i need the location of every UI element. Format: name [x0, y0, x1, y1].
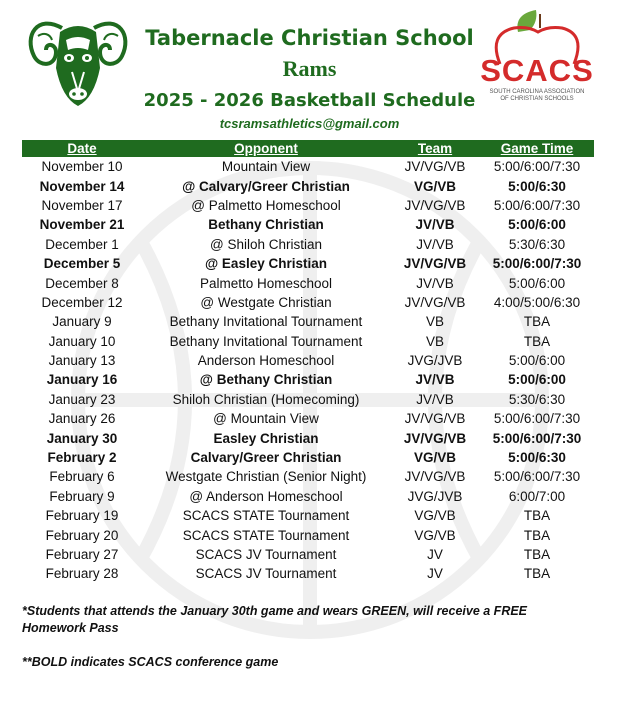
- row-team: VG/VB: [413, 450, 456, 466]
- table-row: [22, 196, 594, 215]
- row-opponent: Westgate Christian (Senior Night): [165, 469, 367, 485]
- table-row: [22, 293, 594, 312]
- row-game-time: 5:00/6:00: [508, 372, 566, 388]
- row-game-time: 5:00/6:00/7:30: [492, 256, 582, 272]
- row-game-time: TBA: [523, 527, 551, 543]
- row-team: JV/VB: [416, 275, 454, 291]
- row-game-time: 5:00/6:30: [508, 450, 566, 466]
- row-team: JVG/JVB: [407, 353, 463, 369]
- school-name: Tabernacle Christian School: [145, 26, 474, 50]
- row-game-time: 5:00/6:00/7:30: [493, 197, 581, 213]
- table-row: [22, 564, 594, 583]
- row-team: JV/VG/VB: [403, 430, 467, 446]
- row-date: February 2: [47, 450, 117, 466]
- row-team: JV/VG/VB: [404, 197, 466, 213]
- row-date: February 19: [45, 508, 119, 524]
- row-opponent: @ Bethany Christian: [199, 372, 333, 388]
- row-team: JVG/JVB: [407, 488, 463, 504]
- row-opponent: SCACS JV Tournament: [195, 547, 337, 562]
- row-date: December 12: [41, 294, 123, 310]
- table-row: [22, 351, 594, 370]
- table-row: [22, 506, 594, 525]
- table-row: [22, 235, 594, 254]
- table-row: [22, 176, 594, 195]
- row-opponent: SCACS STATE Tournament: [182, 527, 350, 543]
- row-game-time: TBA: [523, 314, 551, 330]
- row-game-time: 5:00/6:00: [508, 275, 566, 291]
- table-row: [22, 409, 594, 428]
- row-game-time: 5:00/6:00: [508, 353, 566, 369]
- row-team: JV/VG/VB: [404, 159, 466, 175]
- row-date: February 27: [45, 547, 119, 562]
- row-game-time: TBA: [523, 547, 551, 562]
- row-team: JV/VG/VB: [404, 411, 466, 427]
- row-opponent: Easley Christian: [213, 430, 319, 446]
- table-row: [22, 370, 594, 389]
- table-row: [22, 332, 594, 351]
- row-date: November 14: [39, 178, 125, 194]
- schedule-body: [22, 157, 594, 584]
- row-date: January 23: [48, 391, 116, 407]
- table-row: [22, 525, 594, 544]
- row-date: February 20: [45, 527, 119, 543]
- row-opponent: Bethany Invitational Tournament: [169, 333, 363, 349]
- row-game-time: 5:00/6:00/7:30: [493, 159, 581, 175]
- row-date: November 10: [41, 159, 123, 175]
- row-opponent: Anderson Homeschool: [197, 353, 335, 369]
- header-game-time: Game Time: [480, 140, 594, 157]
- table-row: [22, 545, 594, 564]
- row-opponent: @ Easley Christian: [205, 256, 327, 272]
- mascot-name: Rams: [282, 56, 337, 81]
- row-game-time: 5:00/6:00/7:30: [492, 430, 582, 446]
- table-row: [22, 157, 594, 176]
- row-date: January 16: [46, 372, 118, 388]
- season-title: 2025 - 2026 Basketball Schedule: [143, 90, 476, 111]
- scacs-full-name-line1: SOUTH CAROLINA ASSOCIATION: [489, 89, 585, 95]
- scacs-full-name-line2: OF CHRISTIAN SCHOOLS: [500, 96, 574, 102]
- table-row: [22, 390, 594, 409]
- row-date: January 26: [48, 411, 116, 427]
- row-game-time: 6:00/7:00: [508, 488, 566, 504]
- row-team: JV/VB: [416, 391, 454, 407]
- row-date: December 8: [45, 275, 119, 291]
- schedule-header-row: [22, 140, 594, 157]
- row-team: JV/VG/VB: [404, 469, 466, 485]
- row-game-time: 5:00/6:00/7:30: [493, 469, 581, 485]
- row-team: JV/VB: [415, 217, 455, 233]
- table-row: [22, 487, 594, 506]
- row-team: VB: [425, 333, 444, 349]
- table-row: [22, 312, 594, 331]
- row-opponent: SCACS STATE Tournament: [182, 508, 350, 524]
- contact-email[interactable]: tcsramsathletics@gmail.com: [219, 116, 400, 131]
- row-opponent: @ Calvary/Greer Christian: [182, 178, 350, 194]
- row-opponent: Calvary/Greer Christian: [190, 450, 342, 466]
- row-date: February 6: [49, 469, 115, 485]
- row-date: January 10: [48, 333, 116, 349]
- row-date: November 17: [41, 197, 123, 213]
- table-row: [22, 254, 594, 273]
- row-date: November 21: [39, 217, 125, 233]
- row-team: JV: [427, 566, 443, 582]
- row-date: December 5: [43, 256, 121, 272]
- row-team: VB: [425, 314, 444, 330]
- row-team: JV/VB: [416, 236, 454, 252]
- row-game-time: 5:00/6:30: [508, 178, 566, 194]
- table-row: [22, 467, 594, 486]
- row-date: February 9: [49, 488, 115, 504]
- row-date: January 9: [52, 314, 112, 330]
- row-game-time: 5:30/6:30: [508, 236, 566, 252]
- table-row: [22, 273, 594, 292]
- row-game-time: 5:30/6:30: [508, 391, 566, 407]
- row-opponent: @ Westgate Christian: [200, 294, 332, 310]
- conference-game-legend: **BOLD indicates SCACS conference game: [22, 655, 279, 669]
- row-opponent: @ Palmetto Homeschool: [191, 197, 341, 213]
- row-opponent: SCACS JV Tournament: [195, 566, 337, 582]
- row-opponent: Bethany Invitational Tournament: [169, 314, 363, 330]
- table-row: [22, 215, 594, 234]
- row-team: JV/VB: [415, 372, 455, 388]
- row-team: VG/VB: [414, 508, 456, 524]
- green-homework-pass-note: *Students that attends the January 30th game and wears GREEN, will receive a FREE Homework Pass: [22, 604, 528, 635]
- row-game-time: TBA: [523, 566, 551, 582]
- row-opponent: @ Mountain View: [213, 411, 319, 427]
- row-opponent: Mountain View: [221, 159, 311, 175]
- row-team: JV/VG/VB: [403, 256, 467, 272]
- row-team: JV/VG/VB: [404, 294, 466, 310]
- row-date: December 1: [45, 236, 119, 252]
- row-team: VG/VB: [414, 527, 456, 543]
- scacs-abbreviation: SCACS: [480, 53, 594, 88]
- row-date: February 28: [45, 566, 119, 582]
- row-game-time: 5:00/6:00/7:30: [493, 411, 581, 427]
- row-opponent: Shiloh Christian (Homecoming): [172, 391, 360, 407]
- row-opponent: @ Anderson Homeschool: [189, 488, 343, 504]
- row-game-time: 4:00/5:00/6:30: [493, 294, 581, 310]
- row-team: JV: [427, 547, 443, 562]
- row-opponent: Bethany Christian: [208, 217, 324, 233]
- row-game-time: 5:00/6:00: [508, 217, 566, 233]
- row-date: January 30: [46, 430, 118, 446]
- header-team: Team: [390, 140, 480, 157]
- row-team: VG/VB: [413, 178, 456, 194]
- row-game-time: TBA: [523, 333, 551, 349]
- header-date: Date: [22, 140, 142, 157]
- table-row: [22, 428, 594, 447]
- row-date: January 13: [48, 353, 116, 369]
- schedule-table: [22, 140, 594, 584]
- row-opponent: Palmetto Homeschool: [199, 275, 333, 291]
- table-row: [22, 448, 594, 467]
- header-opponent: Opponent: [142, 140, 390, 157]
- row-game-time: TBA: [523, 508, 551, 524]
- row-opponent: @ Shiloh Christian: [209, 236, 322, 252]
